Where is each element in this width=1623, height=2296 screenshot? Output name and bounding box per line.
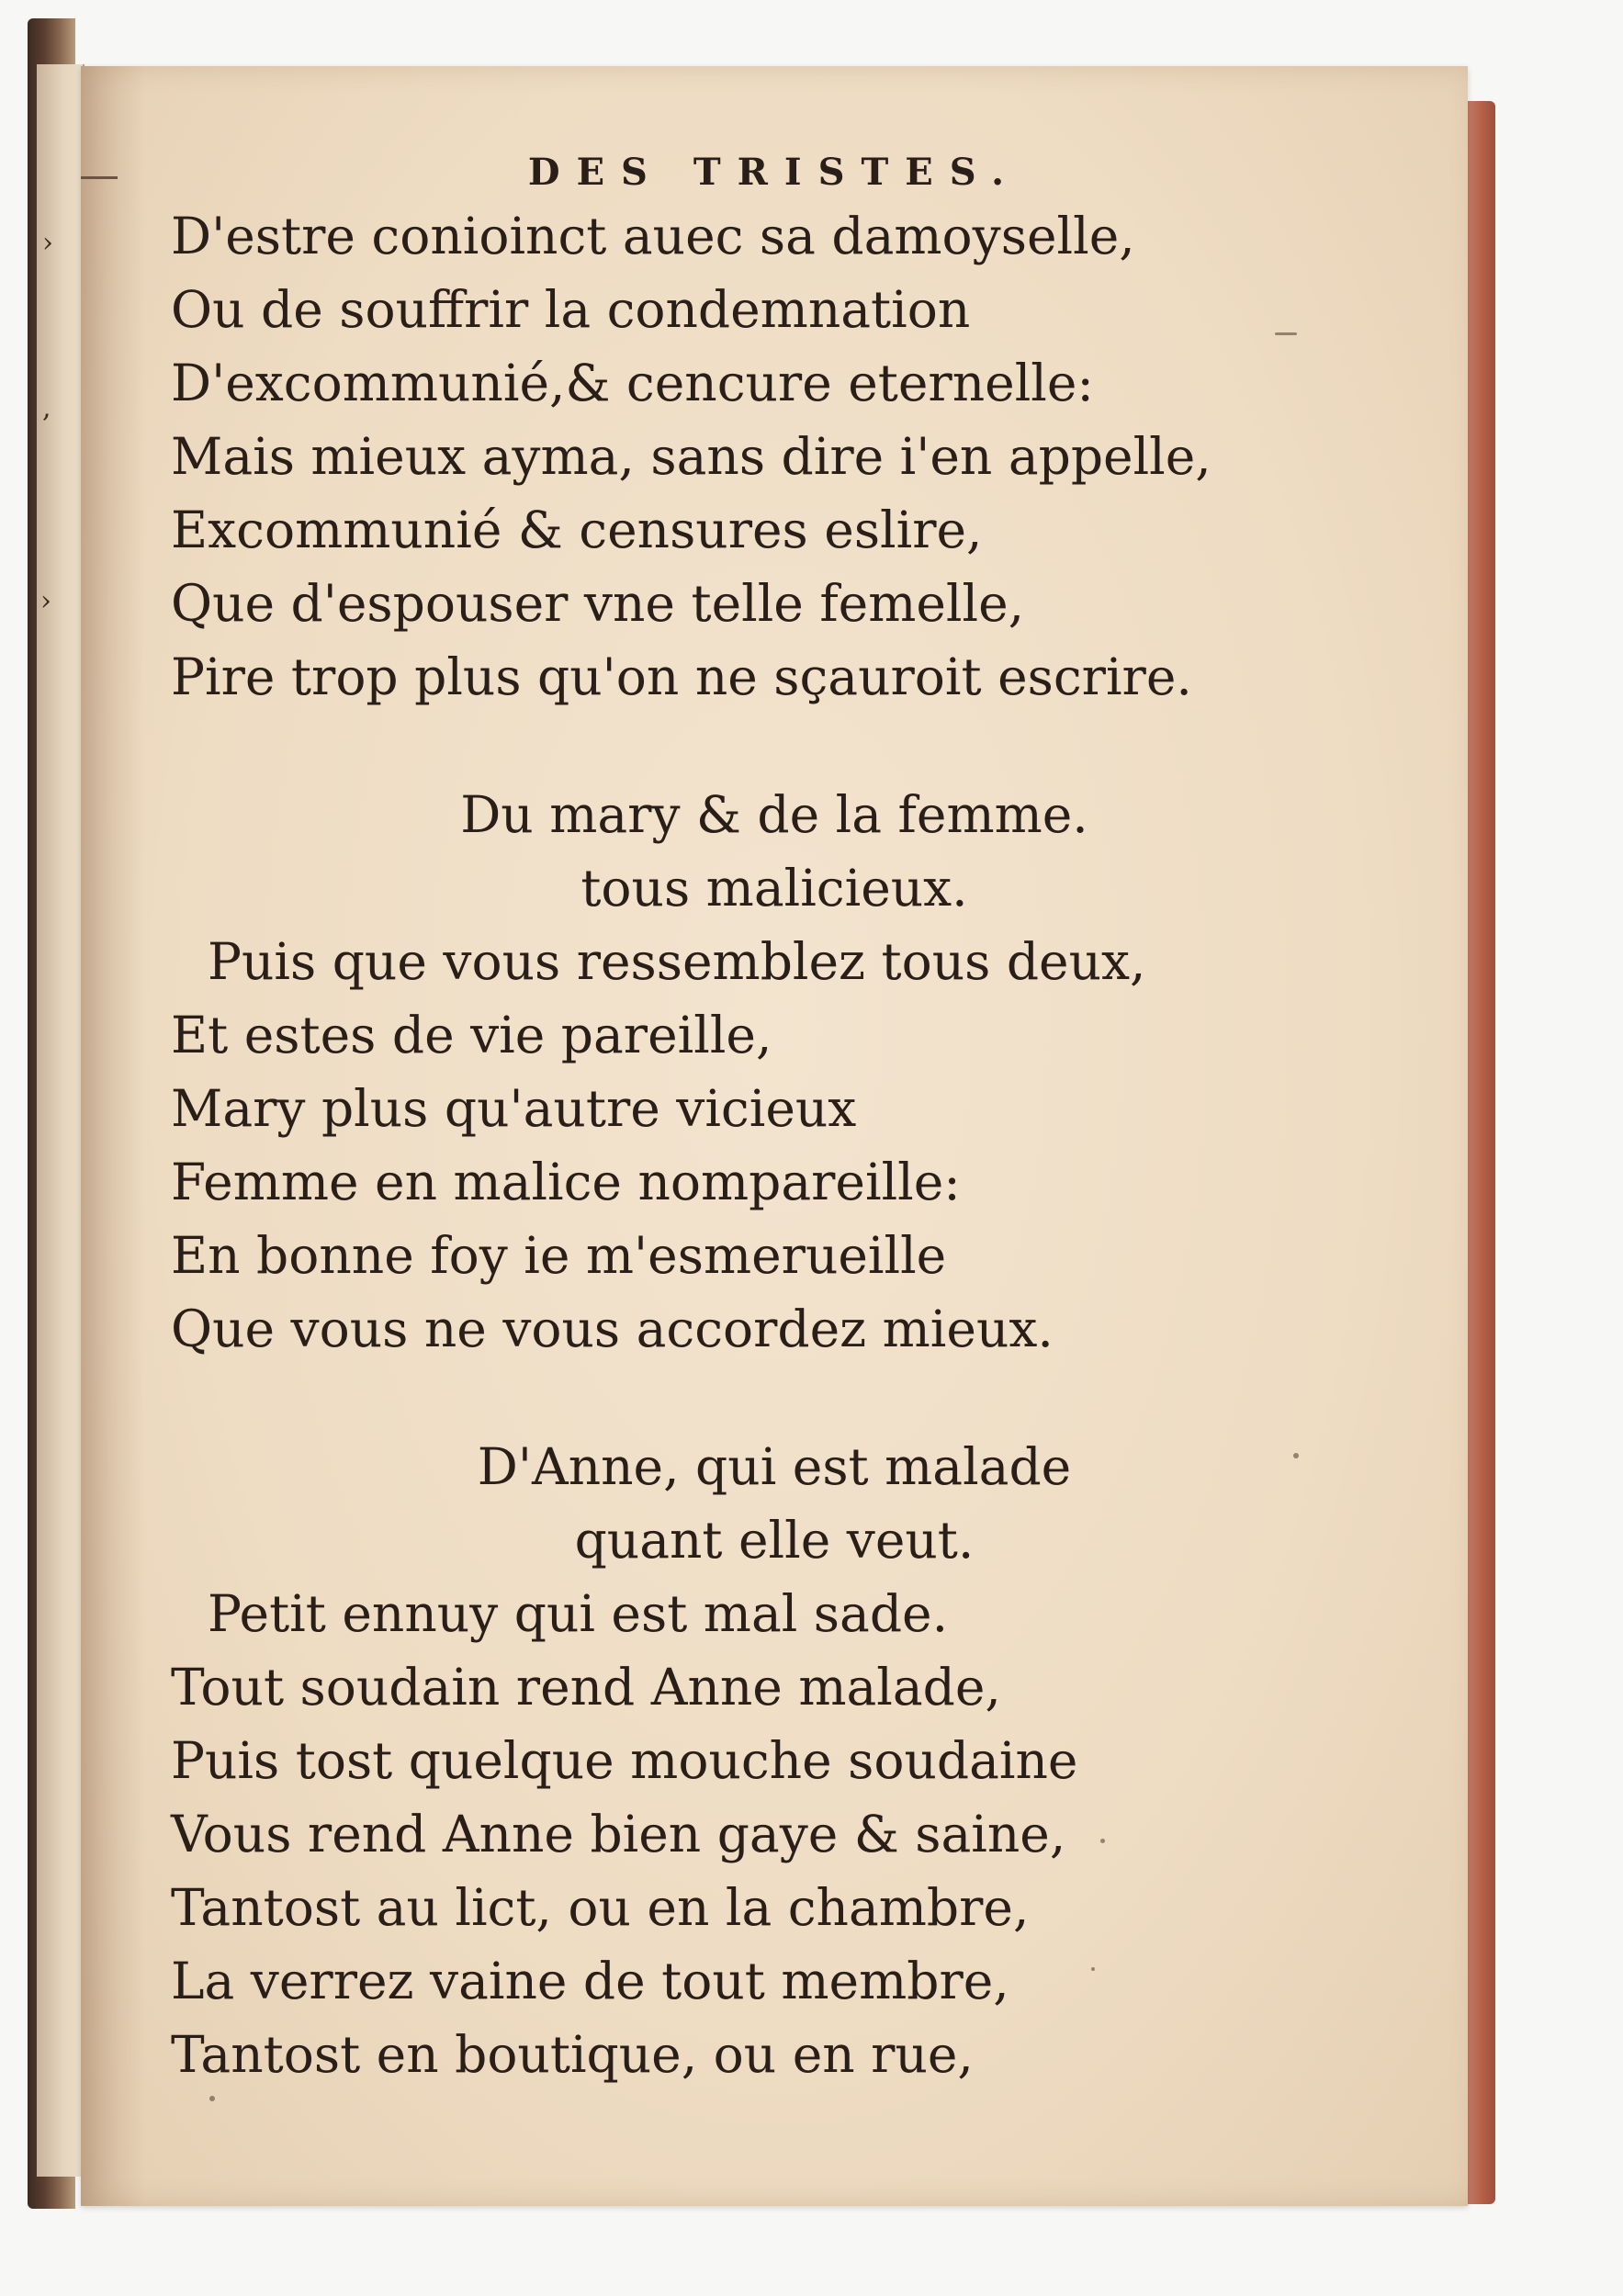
poem2-line-4: Femme en malice nompareille: [171, 1153, 961, 1211]
paper-speck [209, 2096, 215, 2101]
book-page [81, 66, 1468, 2206]
poem3-line-1: Petit ennuy qui est mal sade. [208, 1584, 949, 1643]
paper-speck [1293, 1453, 1299, 1458]
poem1-line-3: D'excommunié,& cencure eternelle: [171, 354, 1094, 412]
running-head: DES TRISTES. [527, 151, 1021, 194]
poem1-line-2: Ou de souffrir la condemnation [171, 280, 971, 339]
poem2-line-3: Mary plus qu'autre vicieux [171, 1079, 857, 1138]
paper-speck [1100, 1839, 1105, 1843]
poem3-line-2: Tout soudain rend Anne malade, [171, 1658, 1001, 1716]
poem3-line-6: La verrez vaine de tout membre, [171, 1952, 1009, 2010]
poem2-line-6: Que vous ne vous accordez mieux. [171, 1300, 1054, 1358]
poem3-line-3: Puis tost quelque mouche soudaine [171, 1731, 1078, 1790]
poem3-title-line-2: quant elle veut. [574, 1511, 975, 1570]
poem2-title-line-1: Du mary & de la femme. [460, 785, 1088, 844]
poem3-line-5: Tantost au lict, ou en la chambre, [171, 1878, 1030, 1937]
poem3-line-7: Tantost en boutique, ou en rue, [171, 2025, 974, 2084]
poem1-line-1: D'estre conioinct auec sa damoyselle, [171, 207, 1135, 265]
poem3-line-4: Vous rend Anne bien gaye & saine, [171, 1805, 1066, 1863]
poem1-line-4: Mais mieux ayma, sans dire i'en appelle, [171, 427, 1212, 486]
paper-speck [1091, 1967, 1095, 1971]
gutter-shadow [81, 66, 145, 2206]
poem2-line-1: Puis que vous ressemblez tous deux, [208, 932, 1146, 991]
poem2-line-2: Et estes de vie pareille, [171, 1006, 772, 1064]
poem1-line-5: Excommunié & censures eslire, [171, 501, 983, 559]
poem1-line-7: Pire trop plus qu'on ne sçauroit escrire. [171, 647, 1192, 706]
poem2-line-5: En bonne foy ie m'esmerueille [171, 1226, 947, 1285]
paper-speck [1275, 332, 1297, 335]
book-photograph: › , › DES TRISTES. D'estre conioinct auec sa damoyselle, Ou de souffrir la condemnation D'excommunié,& cencure eternelle: Mais mieux ayma, sans dire i'en appelle, Excommunié & censures eslire, Que d'espouser vne telle femelle, Pire trop plus qu'on ne sçauroit escrire. Du mary & de la femme. tous malicieux. Puis que vous ressemblez tous deux, Et estes de vie pareille, Mary plus qu'autre vicieux Femme en malice nompareille: En bonne foy ie m'esmerueille Que vous ne vous accordez mieux. D'Anne, qui est malade quant elle veut. Petit ennuy qui est mal sade. Tout soudain rend Anne malade, Puis tost quelque mouche soudaine Vous rend Anne bien gaye & saine, Tantost au lict, ou en la chambre, La verrez vaine de tout membre, Tantost en boutique, ou en rue, [0, 0, 1623, 2296]
previous-page-edge [37, 64, 85, 2177]
poem1-line-6: Que d'espouser vne telle femelle, [171, 574, 1025, 633]
poem3-title-line-1: D'Anne, qui est malade [477, 1437, 1072, 1496]
poem2-title-line-2: tous malicieux. [580, 859, 968, 917]
